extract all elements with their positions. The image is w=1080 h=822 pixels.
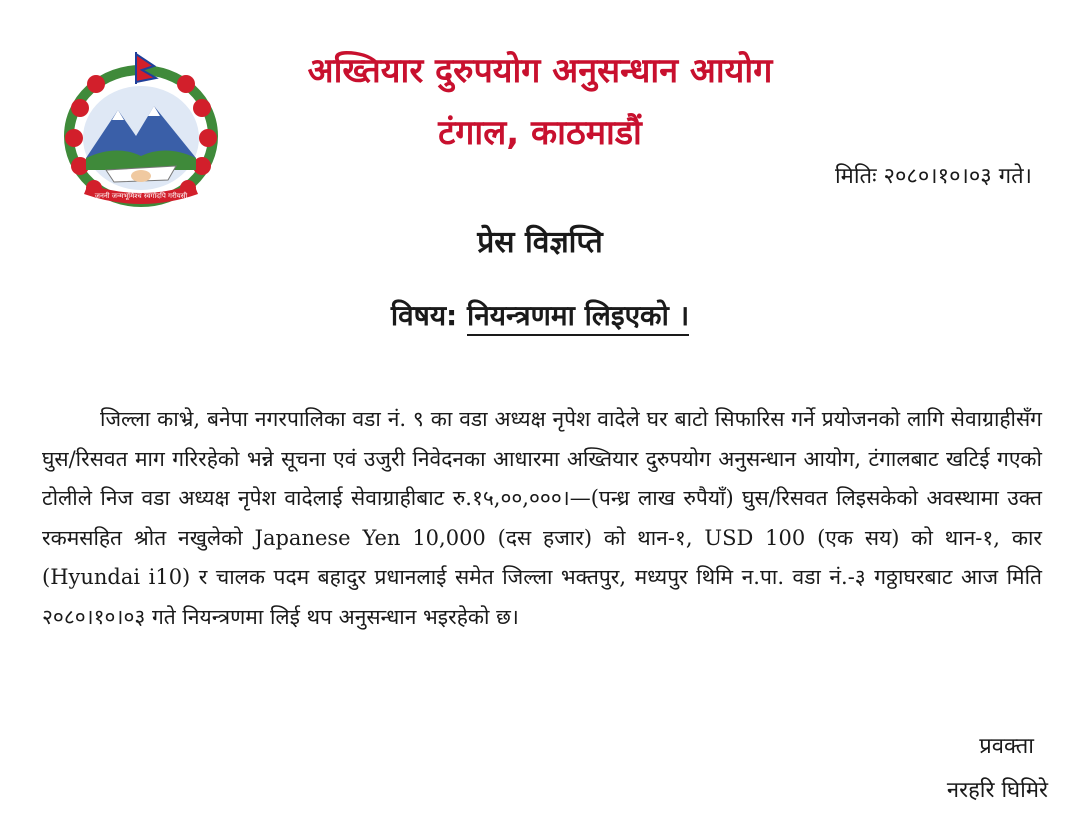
date-line — [835, 160, 1032, 190]
date-label: मितिः — [834, 164, 877, 189]
signatory-role: प्रवक्ता — [979, 734, 1034, 759]
organization-address: टंगाल, काठमाडौं — [438, 113, 642, 153]
organization-name: अख्तियार दुरुपयोग अनुसन्धान आयोग — [307, 51, 773, 91]
subject-line — [0, 296, 1080, 334]
emblem-ribbon-text: जननी जन्मभूमिश्च स्वर्गादपि गरीयसी — [94, 192, 188, 200]
subject-label: विषय: — [390, 299, 458, 332]
government-emblem — [56, 48, 226, 208]
date-suffix: गते। — [998, 164, 1032, 189]
subject-value: नियन्त्रणमा लिइएको । — [467, 299, 689, 336]
nepal-government-emblem-icon — [56, 48, 226, 208]
signatory-name: नरहरि घिमिरे — [946, 778, 1048, 803]
date-value: २०८०।१०।०३ — [883, 164, 992, 189]
document-title: प्रेस विज्ञप्ति — [477, 225, 603, 260]
body-paragraph: जिल्ला काभ्रे, बनेपा नगरपालिका वडा नं. ९ का वडा अध्यक्ष नृपेश वादेले घर बाटो सिफारिस गर्ने प्रयोजनको लागि सेवाग्राहीसँग घुस/रिसवत माग गरिरहेको भन्ने सूचना एवं उजुरी निवेदनका आधारमा अख्तियार दुरुपयोग अनुसन्धान आयोग, टंगालबाट खटिई गएको टोलीले निज वडा अध्यक्ष नृपेश वादेलाई सेवाग्राहीबाट रु.१५,००,०००।—(पन्ध्र लाख रुपैयाँ) घुस/रिसवत लिइसकेको अवस्थामा उक्त रकमसहित श्रोत नखुलेको Japanese Yen 10,000 (दस हजार) को थान-१, USD 100 (एक सय) को थान-१, कार (Hyundai i10) र चालक पदम बहादुर प्रधानलाई समेत जिल्ला भक्तपुर, मध्यपुर थिमि न.पा. वडा नं.-३ गठ्ठाघरबाट आज मिति २०८०।१०।०३ गते नियन्त्रणमा लिई थप अनुसन्धान भइरहेको छ। — [42, 407, 1042, 629]
press-release-body — [42, 400, 1042, 637]
